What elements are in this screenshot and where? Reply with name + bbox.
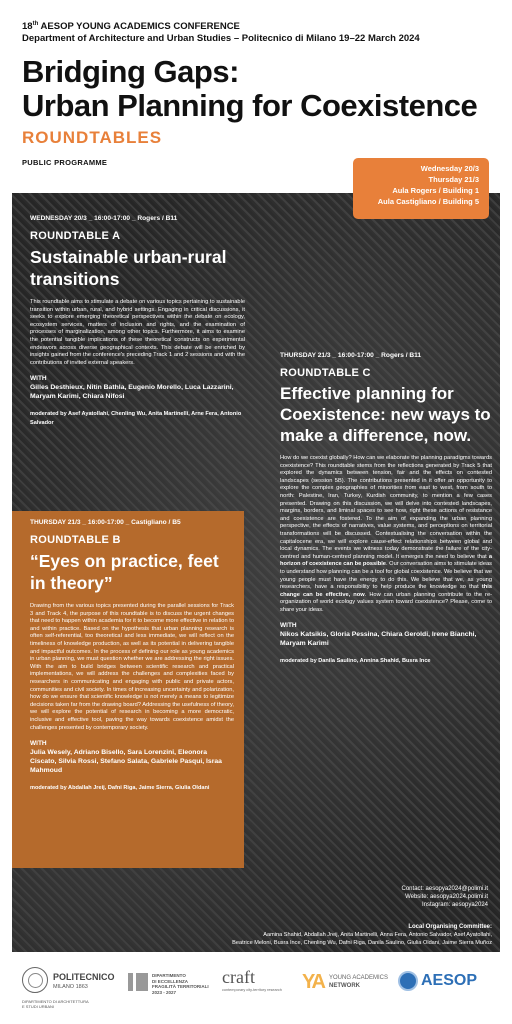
roundtable-a-title: Sustainable urban-rural transitions <box>30 247 227 289</box>
roundtable-c-title: Effective planning for Coexistence: new ways to make a difference, now. <box>280 384 491 445</box>
venue-day-2: Thursday 21/3 <box>428 175 479 184</box>
young-academics-text: YOUNG ACADEMICS NETWORK <box>329 975 389 989</box>
roundtable-b-description: Drawing from the various topics presented during the parallel sessions for Track 3 and Track 4, the purpose of this roundtable is to discuss the urgent changes that need to happen within academia for it to become more effective in relation to and within practice. Based on the hypothesis that urban planning research is often self-referential, too theoretical and less immediate, we will reflect on the timeliness of knowledge production, as well as its potential in delivering tangible and impactful outcomes. In the process of defining our role as young academics in urban planning, we must question whether we are addressing the right issues. With the aim to build bridges between scientific research and practical implementations, we will address the challenges and complexities faced by researchers in communicating and engaging with public and private actors, communities and civil society. In times of increasing uncertainty and polarization, how do we ensure that scientific knowledge is not merely a means to legitimize decisions taken far from the drawing board? Addressing the usefulness of theory, we will explore the potential of research in becoming a more democratic, inclusive and effective tool, paving the way towards coexistence amidst the challenges presented by contemporary society. <box>30 603 234 731</box>
committee-members-line-1: Aamina Shahid, Abdallah Jreij, Anita Martinelli, Anna Fera, Antonio Salvador, Asef Ayatollahi, <box>263 932 492 938</box>
globe-icon <box>398 971 418 991</box>
roundtable-a-moderators: moderated by Asef Ayatollahi, Chenling Wu, Anita Martinelli, Arne Fera, Antonio Salvador <box>30 411 242 427</box>
committee-members-line-2: Beatrice Meloni, Busra Ince, Chenling Wu, Dafni Riga, Danila Saulino, Giulia Oldani, Jaime Sierra Muñoz <box>232 940 492 946</box>
roundtable-c-speakers: Nikos Katsikis, Gloria Pessina, Chiara Geroldi, Irene Bianchi, Maryam Karimi <box>280 631 477 648</box>
department-line: Department of Architecture and Urban Studies – Politecnico di Milano 19–22 March 2024 <box>22 33 420 45</box>
roundtable-a-speakers: Gilles Desthieux, Nitin Bathla, Eugenio Morello, Luca Lazzarini, Maryam Karimi, Chiara Nifosi <box>30 384 234 401</box>
roundtable-b <box>12 511 244 868</box>
tf-mark-icon <box>128 973 148 991</box>
dipartimento-eccellenza-text: DIPARTIMENTO DI ECCELLENZA FRAGILITÀ TERRITORIALI 2023 - 2027 <box>152 973 209 995</box>
venue-box <box>353 158 489 219</box>
polimi-name: POLITECNICO <box>53 972 115 982</box>
roundtable-b-speakers: Julia Wesely, Adriano Bisello, Sara Lorenzini, Eleonora Ciscato, Silvia Rossi, Stefano Salata, Gabriele Pasqui, Israa Mahmoud <box>30 749 222 775</box>
roundtable-a-description: This roundtable aims to stimulate a debate on various topics pertaining to sustainable transition within urban, rural, and hybrid settings. Engaging in critical discussions, it seeks to explore emerging theoretical perspectives within the debate on ecology, ecosystem services, matters of inclusion and rights, and the examination of processes of marginalization, among other topics. Furthermore, it aims to examine the potential tangible implications of these theoretical constructs on experimental endeavors across diverse geographical contexts. This debate will be enriched by insights gained from the conference's preceding Track 1 and 2 sessions and with the contributions of invited external speakers. <box>30 299 245 366</box>
craft-logo <box>222 967 282 993</box>
craft-name: craft <box>222 967 255 987</box>
roundtable-c-with-label: WITH <box>280 622 297 630</box>
logo-bar <box>12 963 500 1013</box>
roundtable-b-title: “Eyes on practice, feet in theory” <box>30 551 219 593</box>
roundtable-c-meta: THURSDAY 21/3 _ 16:00-17:00 _ Rogers / B11 <box>280 352 422 359</box>
poster-title-line-1: Bridging Gaps: <box>22 54 239 90</box>
contact-email[interactable]: Contact: aesopya2024@polimi.it <box>401 886 488 892</box>
venue-room-1: Aula Rogers / Building 1 <box>392 186 479 195</box>
poster-subtitle: ROUNDTABLES <box>22 128 163 148</box>
roundtable-a-with-label: WITH <box>30 375 47 383</box>
roundtable-b-with-label: WITH <box>30 740 47 748</box>
roundtable-c-label: ROUNDTABLE C <box>280 367 371 379</box>
poster-header <box>22 18 492 167</box>
ya-mark-icon: YA <box>302 971 324 993</box>
roundtable-a-label: ROUNDTABLE A <box>30 230 121 242</box>
roundtable-c <box>280 352 492 666</box>
roundtable-a <box>30 215 245 428</box>
polimi-seal-icon <box>22 967 48 993</box>
aesop-name: AESOP <box>421 972 478 989</box>
conference-name: 18th AESOP YOUNG ACADEMICS CONFERENCE <box>22 21 240 33</box>
contact-website[interactable]: Website: aesopya2024.polimi.it <box>405 894 488 900</box>
committee-title: Local Organising Committee: <box>408 924 492 930</box>
roundtable-b-label: ROUNDTABLE B <box>30 534 121 546</box>
roundtable-c-description: How do we coexist globally? How can we elaborate the planning paradigms towards coexistence? This roundtable stems from the reflections generated by Track 5 that explored the dynamics between tension, fair and the effects on contested landscapes (session 5B). The contributions presented in it offer an opportunity to explore the complex geographies of minorities from east to west, from south to north: Palestine, Iran, Turkey, Kurdish community, to mention a few cases presented. Drawing on this discussion, we will delve into contested landscapes, margins, borders, and liminal spaces to see how, right these actions of resistance and coexistence are fostered. To the aim of expanding the urban planning perspective, the effects of narratives, value systems, and perceptions on territorial transformations will be discussed. Contextualising the conversation within the capitalocene era, we will explore cause-effect relationships between global and local dynamics. The events we witness today demonstrate the failure of the city-centred and human-centred planning model. It emerges the need to believe that a horizon of coexistence can be possible. Our conversation aims to stimulate ideas to understand how planning can be a tool for global coexistence. We believe that we young people must have the energy to do this. We believe that we, as young researchers, have a responsibility to help produce the knowledge so that this change can be effective, now. How can urban planning contribute to the re-organization of world ecology values system toward coexistence? Please, come to share your ideas. <box>280 455 492 613</box>
contact-instagram[interactable]: Instagram: aesopya2024 <box>421 902 488 908</box>
poster-title <box>22 55 492 123</box>
roundtable-c-moderators: moderated by Danila Saulino, Annina Shahid, Busra Ince <box>280 658 431 665</box>
craft-subtitle: contemporary city-territory research <box>222 988 282 992</box>
roundtable-a-meta: WEDNESDAY 20/3 _ 16:00-17:00 _ Rogers / B11 <box>30 215 178 222</box>
roundtable-b-meta: THURSDAY 21/3 _ 16:00-17:00 _ Castigliano / B5 <box>30 519 181 526</box>
venue-room-2: Aula Castigliano / Building 5 <box>377 197 479 206</box>
polimi-year: MILANO 1863 <box>53 984 88 990</box>
poster-title-line-2: Urban Planning for Coexistence <box>22 88 478 124</box>
contact-info <box>402 885 488 909</box>
roundtable-b-moderators: moderated by Abdallah Jreij, Dafni Riga, Jaime Sierra, Giulia Oldani <box>30 785 210 792</box>
venue-day-1: Wednesday 20/3 <box>420 164 479 173</box>
public-programme-label: PUBLIC PROGRAMME <box>22 158 108 168</box>
organising-committee <box>20 923 492 947</box>
polimi-department: DIPARTIMENTO DI ARCHITETTURA E STUDI URBANI <box>22 999 89 1009</box>
